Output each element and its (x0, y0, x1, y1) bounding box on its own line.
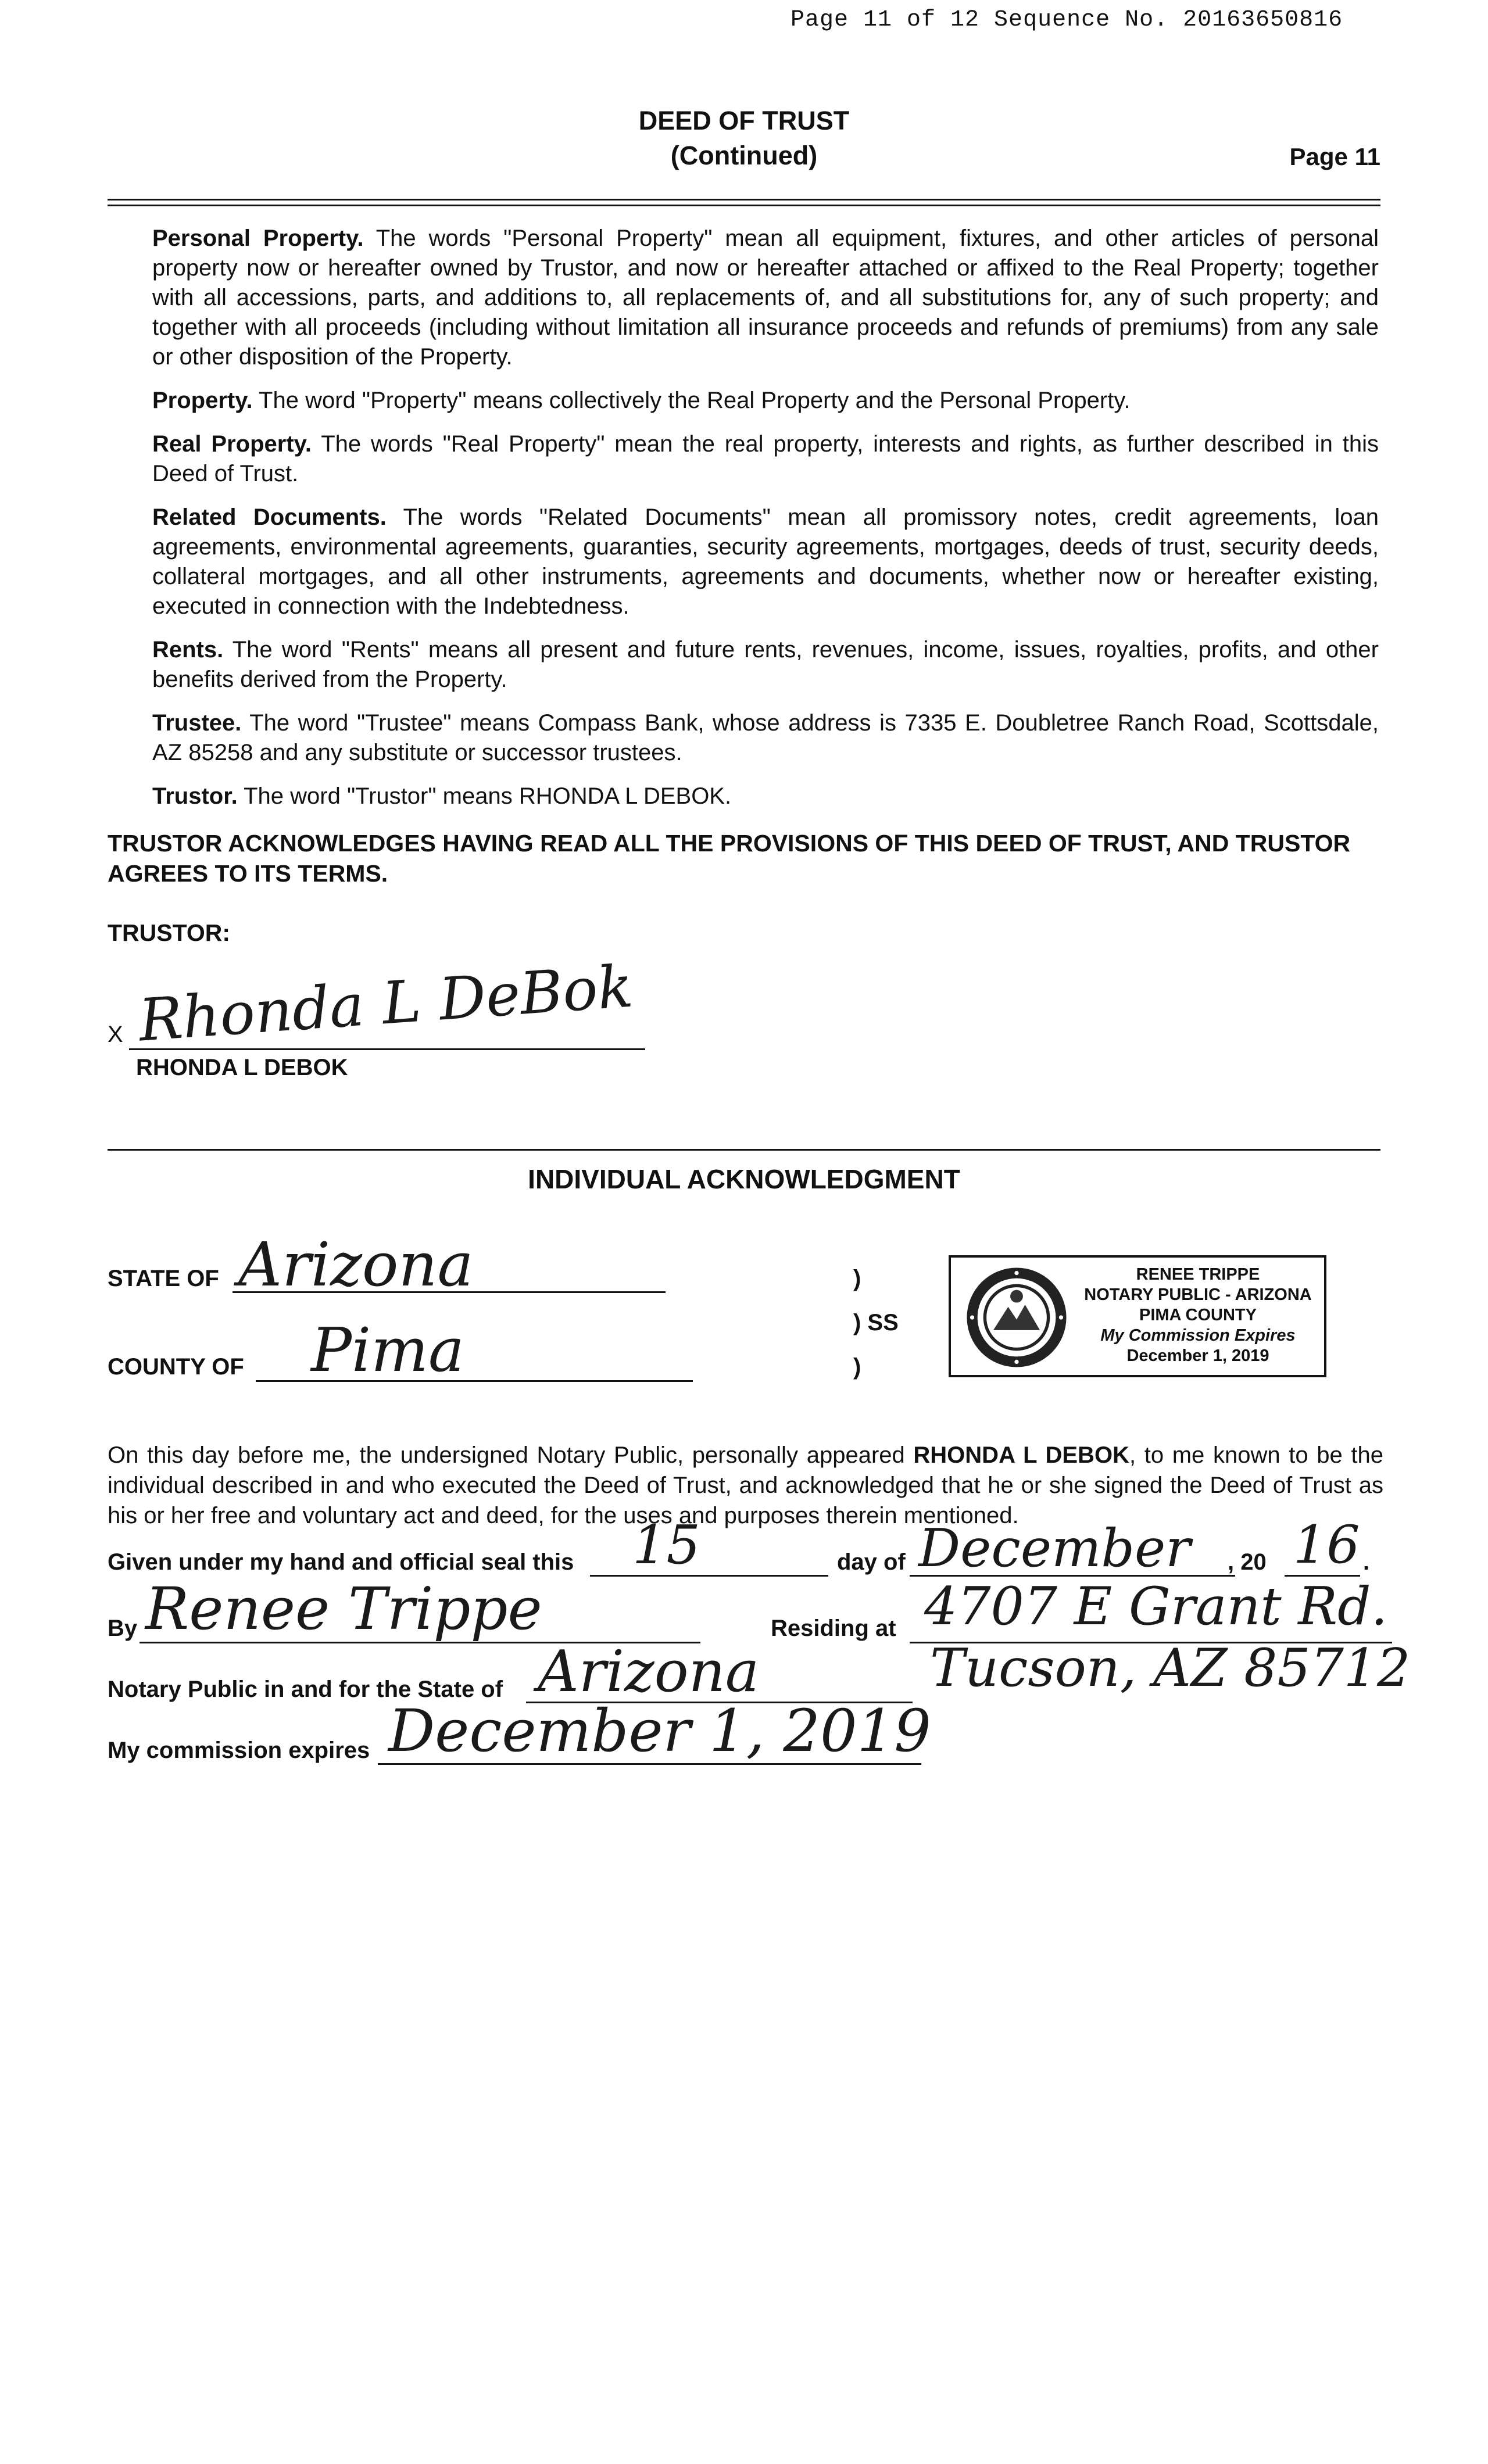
day-of-label: day of (837, 1549, 906, 1575)
county-of-line (256, 1380, 693, 1382)
recording-header: Page 11 of 12 Sequence No. 20163650816 (791, 7, 1343, 33)
trustor-printed-name: RHONDA L DEBOK (136, 1055, 348, 1080)
state-of-label: STATE OF (108, 1266, 219, 1291)
acknowledgment-paragraph: On this day before me, the undersigned Notary Public, personally appeared RHONDA L DEBOK, to me known to be the individual described in and who executed the Deed of Trust, and acknowledged that he or she signed the Deed of Trust as his or her free and voluntary act and deed, for the uses and purposes therein mentioned. (108, 1442, 1383, 1528)
definition-trustee: Trustee. The word "Trustee" means Compass Bank, whose address is 7335 E. Doubletree Ranch Road, Scottsdale, AZ 85258 and any substitute or successor trustees. (152, 710, 1379, 765)
county-of-value: Pima (311, 1315, 464, 1385)
state-of-value: Arizona (238, 1229, 474, 1300)
document-subtitle: (Continued) (670, 141, 818, 170)
definition-property: Property. The word "Property" means collectively the Real Property and the Personal Property. (152, 388, 1131, 413)
residing-address-line2: Tucson, AZ 85712 (930, 1638, 1411, 1699)
trustor-acknowledgement-statement: TRUSTOR ACKNOWLEDGES HAVING READ ALL THE PROVISIONS OF THIS DEED OF TRUST, AND TRUSTOR AGREES TO ITS TERMS. (108, 830, 1351, 887)
definition-trustor: Trustor. The word "Trustor" means RHONDA L DEBOK. (152, 783, 732, 809)
document-title: DEED OF TRUST (638, 106, 850, 135)
given-label: Given under my hand and official seal this (108, 1549, 574, 1575)
residing-at-label: Residing at (771, 1616, 896, 1641)
county-of-label: COUNTY OF (108, 1354, 244, 1380)
state-seal-icon (964, 1265, 1070, 1370)
day-line (590, 1575, 828, 1577)
county-paren: ) (853, 1354, 861, 1380)
state-paren: ) (853, 1266, 861, 1291)
commission-expires-label: My commission expires (108, 1738, 370, 1763)
commission-expires-value: December 1, 2019 (388, 1697, 931, 1765)
definition-related-documents: Related Documents. The words "Related Documents" mean all promissory notes, credit agreements, loan agreements, environmental agreements, guaranties, security agreements, mortgages, deeds of trust, security deeds, collateral mortgages, and all other instruments, agreements and documents, whether now or hereafter existing, executed in connection with the Indebtedness. (152, 504, 1379, 619)
notary-seal-text: RENEE TRIPPE NOTARY PUBLIC - ARIZONA PIMA COUNTY My Commission Expires December 1, 2019 (1084, 1265, 1312, 1365)
page-number: Page 11 (1289, 143, 1380, 170)
header-rule-top (108, 199, 1380, 200)
signature-x-mark: X (108, 1022, 123, 1047)
definition-real-property: Real Property. The words "Real Property" mean the real property, interests and rights, as further described in this Deed of Trust. (152, 431, 1379, 486)
year-prefix: , 20 (1228, 1549, 1267, 1575)
trustor-label: TRUSTOR: (108, 919, 231, 946)
section-divider (108, 1149, 1380, 1151)
definition-rents: Rents. The word "Rents" means all present and future rents, revenues, income, issues, royalties, profits, and other benefits derived from the Property. (152, 637, 1379, 692)
trustor-signature-line (129, 1048, 645, 1050)
ss-paren: ) SS (853, 1310, 899, 1335)
individual-acknowledgment-heading: INDIVIDUAL ACKNOWLEDGMENT (528, 1164, 960, 1194)
notary-signature: Renee Trippe (145, 1575, 542, 1643)
definitions-list (152, 224, 1379, 825)
notary-state-label: Notary Public in and for the State of (108, 1677, 503, 1702)
month-value: December (918, 1518, 1191, 1579)
day-value: 15 (632, 1514, 701, 1576)
header-rule-bottom (108, 205, 1380, 206)
by-label: By (108, 1616, 138, 1641)
state-of-line (233, 1291, 666, 1293)
year-suffix: . (1363, 1549, 1370, 1575)
notary-state-value: Arizona (538, 1639, 760, 1705)
notary-seal-stamp (949, 1255, 1326, 1377)
year-value: 16 (1293, 1514, 1360, 1575)
trustor-signature: Rhonda L DeBok (136, 952, 635, 1055)
residing-address-line1: 4707 E Grant Rd. (924, 1576, 1388, 1637)
definition-personal-property: Personal Property. The words "Personal Property" mean all equipment, fixtures, and other articles of personal property now or hereafter owned by Trustor, and now or hereafter attached or affixed to the Real Property; together with all accessions, parts, and additions to, all replacements of, and all substitutions for, any of such property; and together with all proceeds (including without limitation all insurance proceeds and refunds of premiums) from any sale or other disposition of the Property. (152, 225, 1379, 370)
commission-expires-line (378, 1763, 921, 1765)
